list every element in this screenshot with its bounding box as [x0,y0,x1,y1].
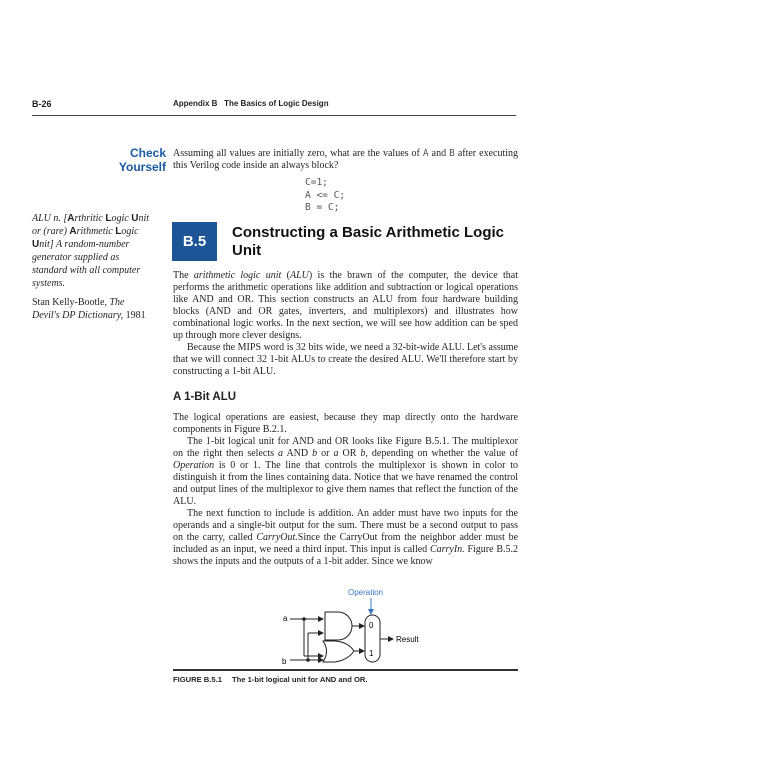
text-segment: The logical operations are easiest, because they map directly onto the hardware components in Figure B.2.1. [173,412,518,435]
text-segment: b [360,448,366,459]
text-segment: The next function to include is addition. An adder must have two inputs for the operands and a single-bit output for the sum. There must be a second output to pass on the carry, called [173,508,518,543]
mux-input-0: 0 [369,621,374,630]
operation-label: Operation [348,588,384,597]
text-segment: ( [281,270,290,281]
text-segment: The Devil's DP Dictionary, [32,297,125,321]
caption-text: The 1-bit logical unit for AND and OR. [231,674,368,684]
section-body [173,270,518,378]
or-gate-icon [323,641,354,662]
text-segment: AND [283,448,313,459]
and-gate-icon [325,612,352,640]
caption-rule [173,669,518,671]
paragraph [173,270,518,342]
text-segment: Because the MIPS word is 32 bits wide, we need a 32-bit-wide ALU. Let's assume that we will connect 32 1-bit ALUs to create the desired ALU. We'll therefore start by constructing a 1-bit ALU. [173,342,518,377]
mux-input-1: 1 [369,649,374,658]
figure-logic-unit-diagram [270,582,430,667]
input-b-label: b [282,657,287,666]
check-label-line2: Yourself [118,160,166,174]
text-segment: Since the CarryOut from the neighbor adder must be included as an input, we need a third input. This input is called [173,532,519,555]
text-segment: CarryOut. [256,532,298,543]
main-column [173,270,518,685]
page-number: B-26 [32,99,52,109]
text-segment: arithmetic logic unit [193,270,282,281]
input-a-label: a [283,614,288,623]
check-label-line1: Check [129,146,166,160]
text-segment: , depending on whether the value of [365,448,518,459]
text-segment: OR [338,448,361,459]
paragraph [173,412,518,436]
paragraph [173,508,518,568]
text-segment: is 0 or 1. The line that controls the multiplexor is shown in color to distinguish it from the lines containing data. Notice that we have renamed the control and output lines of the multiplexor to give them names that reflect the function of the ALU. [173,460,518,507]
text-segment: a [333,448,339,459]
paragraph [173,342,518,378]
check-yourself-question [173,148,518,172]
text-segment: The 1-bit logical unit for AND and OR looks like Figure B.5.1. The multiplexor on the right then selects [173,436,518,459]
subheading: A 1-Bit ALU [173,391,237,403]
verilog-code: C=1; A <= C; B = C; [305,177,346,213]
text-segment: CarryIn. [429,544,465,555]
running-title: Appendix B The Basics of Logic Design [173,99,329,108]
text-segment: Operation [173,460,215,471]
sidebar [32,212,150,322]
text-segment: Stan Kelly-Bootle, [32,297,110,308]
text-segment: a [278,448,283,459]
text-segment: B [449,148,455,159]
figure-caption [173,675,518,685]
text-segment: after executing this Verilog code inside an always block? [173,148,519,171]
text-segment: or [317,448,334,459]
subsection-body [173,412,518,568]
paragraph [173,436,518,508]
section-number-badge: B.5 [172,222,217,261]
text-segment: b [312,448,318,459]
text-segment: 1981 [123,310,146,321]
text-segment: A [422,148,429,159]
check-yourself-label [100,146,166,174]
header-rule [32,115,516,116]
text-segment: ALU [289,270,309,281]
text-segment: Figure B.5.2 shows the inputs and the outputs of a 1-bit adder. Since we know [173,544,518,567]
section-title: Constructing a Basic Arithmetic Logic Unit [232,224,504,259]
caption-label: FIGURE B.5.1 [173,674,222,684]
text-segment: ) is the brawn of the computer, the device that performs the arithmetic operations like addition and subtraction or logical operations like AND and OR. This section constructs an ALU from four hardware building blocks (AND and OR gates, inverters, and multiplexors) and illustrates how combinational logic works. In the next section, we will see how addition can be sped up through more clever designs. [173,270,518,341]
text-segment: Assuming all values are initially zero, what are the values of [173,148,423,159]
text-segment: and [428,148,450,159]
sidebar-definition: ALU n. [Arthritic Logic Unit or (rare) Arithmetic Logic Unit] A random-number generator supplied as standard with all computer systems. [32,213,149,289]
text-segment: The [173,270,194,281]
result-label: Result [396,635,419,644]
sidebar-citation [32,296,150,322]
